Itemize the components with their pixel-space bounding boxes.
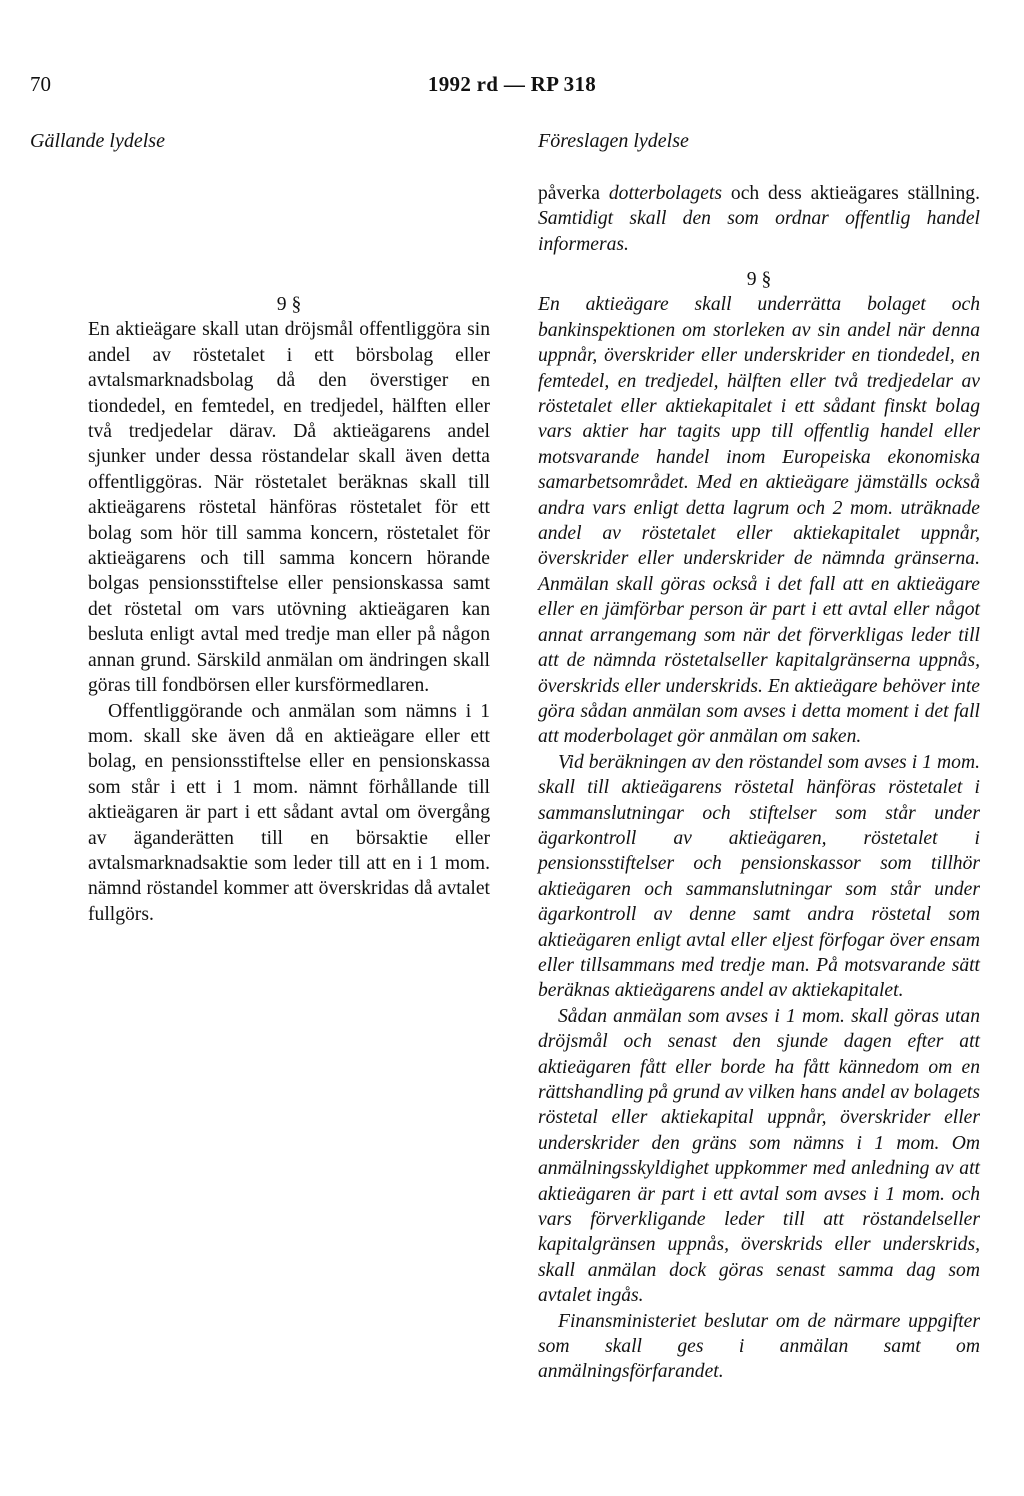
right-column-heading: Föreslagen lydelse: [538, 130, 689, 152]
right-paragraph-3: Sådan anmälan som avses i 1 mom. skall göras utan dröjsmål och senast den sjunde dagen efter att aktieägaren fått eller borde ha fått kännedom om en rättshandling på grund av vilken hans andel av bolagets röstetal eller aktiekapital uppnår, överskrider eller underskrider den gräns som nämns i 1 mom. Om anmälningsskyldighet uppkommer med anledning av att aktieägaren är part i ett avtal som avses i 1 mom. och vars förverkligande leder till att röstandelseller kapitalgränsen uppnås, överskrids eller underskrids, skall anmälan dock göras senast samma dag som avtalet ingås.: [538, 1005, 980, 1307]
current-wording-column: [88, 292, 490, 927]
right-section-number: 9 §: [746, 269, 772, 290]
right-paragraph-4: Finansministeriet beslutar om de närmare uppgifter som skall ges i anmälan samt om anmälningsförfarandet.: [538, 1310, 980, 1383]
proposed-wording-column: [538, 267, 980, 1385]
right-paragraph-2: Vid beräkningen av den röstandel som avses i 1 mom. skall till aktieägarens röstetal hänföras röstetalet i sammanslutningar och stiftelser som står under ägarkontroll av aktieägaren, röstetalet i pensionsstiftelser och pensionskassor som tillhör aktieägaren och sammanslutningar som står under ägarkontroll av denne samt andra röstetal som aktieägaren enligt avtal eller eljest förfogar över ensam eller tillsammans med tredje man. På motsvarande sätt beräknas aktieägarens andel av aktiekapitalet.: [538, 751, 980, 1002]
left-section-number: 9 §: [276, 294, 302, 315]
page-number: 70: [30, 72, 51, 96]
carryover-part-3: och dess aktieägares ställning.: [722, 183, 980, 204]
left-paragraph-1: En aktieägare skall utan dröjsmål offentliggöra sin andel av röstetalet i ett börsbolag eller avtalsmarknadsbolag då den överstiger en tiondedel, en femtedel, en tredjedel, hälften eller två tredjedelar därav. Då aktieägarens andel sjunker under dessa röstandelar skall även detta offentliggöras. När röstetalet beräknas skall till aktieägarens röstetal hänföras röstetalet för ett bolag som hör till samma koncern, röstetalet för aktieägarens och till samma koncern hörande bolgas pensionsstiftelse eller pensionskassa samt det röstetal om vars utövning aktieägaren kan besluta enligt avtal med tredje man eller på någon annan grund. Särskild anmälan om ändringen skall göras till fondbörsen eller kursförmedlaren.: [88, 319, 490, 697]
proposed-carryover-text: [538, 181, 980, 257]
carryover-part-1: påverka: [538, 183, 609, 204]
right-paragraph-1: En aktieägare skall underrätta bolaget och bankinspektionen om storleken av sin andel när denna uppnår, överskrider eller underskrider en tiondedel, en femtedel, en tredjedel, hälften eller två tredjedelar av röstetalet eller aktiekapitalet i ett sådant finskt bolag vars aktier har tagits upp till offentlig handel eller motsvarande handel inom Europeiska ekonomiska samarbetsområdet. Med en aktieägare jämställs också andra vars enligt detta lagrum och 2 mom. uträknade andel av röstetalet eller aktiekapitalet uppnår, överskrider eller underskrider de nämnda gränserna. Anmälan skall göras också i det fall att en aktieägare eller en jämförbar person är part i ett avtal eller något annat arrangemang som när det förverkligas leder till att de nämnda röstetalseller kapitalgränserna uppnås, överskrids eller underskrids. En aktieägare behöver inte göra sådan anmälan som avses i detta moment i det fall att moderbolaget gör anmälan om saken.: [538, 294, 980, 748]
carryover-part-2: dotterbolagets: [608, 183, 723, 204]
left-column-heading: Gällande lydelse: [30, 130, 165, 152]
left-paragraph-2: Offentliggörande och anmälan som nämns i 1 mom. skall ske även då en aktieägare eller ett bolag, en pensionsstiftelse eller en pensionskassa som står i ett i 1 mom. nämnt förhållande till aktieägaren är part i ett sådant avtal om övergång av äganderätten till en börsaktie eller avtalsmarknadsaktie som leder till att en i 1 mom. nämnd röstandel kommer att överskridas då avtalet fullgörs.: [88, 700, 490, 925]
running-head: 1992 rd — RP 318: [427, 72, 597, 96]
carryover-part-4: Samtidigt skall den som ordnar offentlig handel informeras.: [538, 208, 980, 255]
